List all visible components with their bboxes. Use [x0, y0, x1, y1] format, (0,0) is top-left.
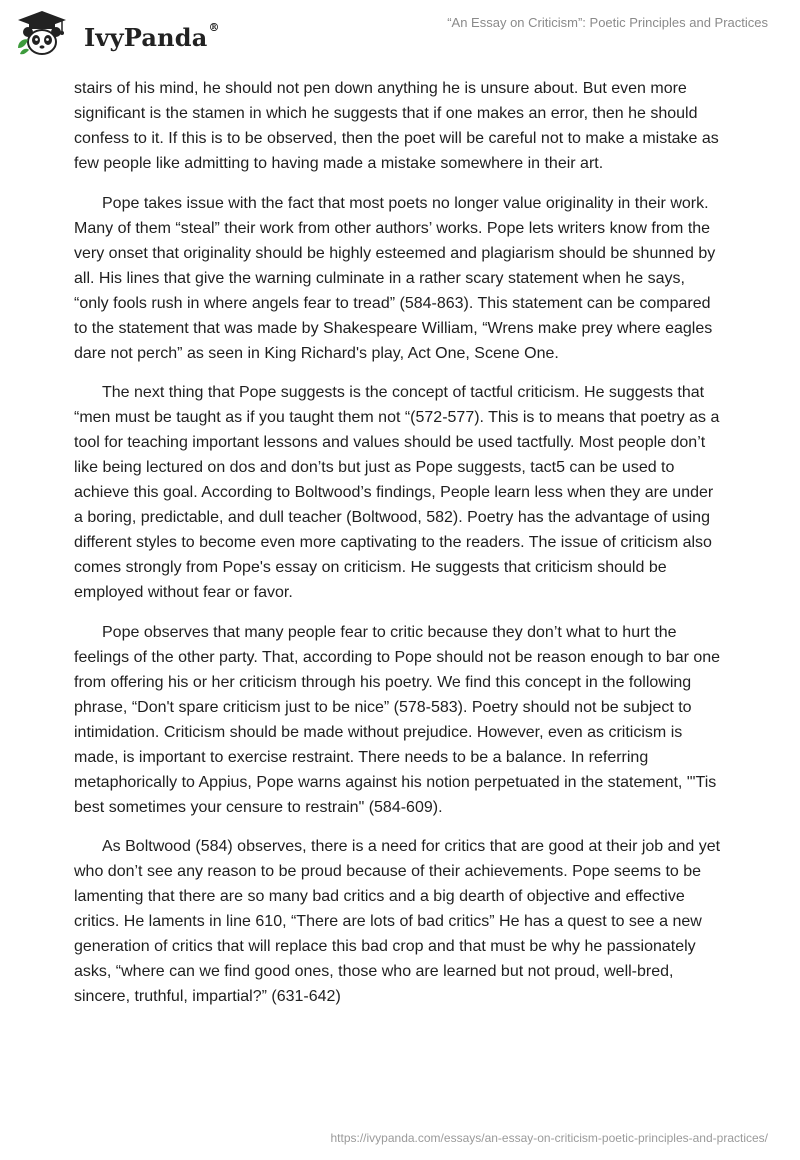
ivypanda-logo[interactable]	[14, 8, 220, 58]
paragraph: As Boltwood (584) observes, there is a need for critics that are good at their job and yet who don’t see any reason to be proud because of their achievements. Pope seems to be lamenting that there are so many bad critics and a big dearth of objective and effective critics. He laments in line 610, “There are lots of bad critics” He has a quest to see a new generation of critics that will replace this bad crop and that must be why he passionately asks, “where can we find good ones, those who are learned but not proud, well-bred, sincere, truthful, impartial?” (631-642)	[74, 838, 721, 1005]
paragraph: Pope observes that many people fear to critic because they don’t what to hurt the feelings of the other party. That, according to Pope should not be reason enough to bar one from offering his or her criticism through his poetry. We find this concept in the following phrase, “Don't spare criticism just to be nice” (578-583). Poetry should not be subject to intimidation. Criticism should be made without prejudice. However, even as criticism is made, is important to exercise restraint. There needs to be a balance. In referring metaphorically to Appius, Pope warns against his notion perpetuated in the statement, "'Tis best sometimes your censure to restrain" (584-609).	[74, 623, 721, 816]
panda-graduate-icon	[14, 8, 70, 58]
page-header	[0, 0, 800, 70]
paragraph: stairs of his mind, he should not pen down anything he is unsure about. But even more significant is the stamen in which he suggests that if one makes an error, then he should confess to it. If this is to be observed, then the poet will be careful not to make a mistake as few people like admitting to having made a mistake somewhere in their art.	[74, 80, 719, 172]
paragraph: The next thing that Pope suggests is the concept of tactful criticism. He suggests that “men must be taught as if you taught them not “(572-577). This is to means that poetry as a tool for teaching important lessons and values should be used tactfully. Most people don’t like being lectured on dos and don’ts but just as Pope suggests, tact5 can be used to achieve this goal. According to Boltwood’s findings, People learn less when they are under a boring, predictable, and dull teacher (Boltwood, 582). Poetry has the advantage of using different styles to become even more captivating to the readers. The issue of criticism also comes strongly from Pope's essay on criticism. He suggests that criticism should be employed without fear or favor.	[74, 384, 720, 601]
paragraph: Pope takes issue with the fact that most poets no longer value originality in their work. Many of them “steal” their work from other authors’ works. Pope lets writers know from the very onset that originality should be highly esteemed and plagiarism should be shunned by all. His lines that give the warning culminate in a rather scary statement when he says, “only fools rush in where angels fear to tread” (584-863). This statement can be compared to the statement that was made by Shakespeare William, “Wrens make prey where eagles dare not perch” as seen in King Richard's play, Act One, Scene One.	[74, 194, 716, 362]
essay-body	[74, 76, 724, 1024]
brand-name: IvyPanda®	[84, 21, 220, 52]
source-url[interactable]: https://ivypanda.com/essays/an-essay-on-criticism-poetic-principles-and-practices/	[330, 1131, 768, 1145]
document-title: “An Essay on Criticism”: Poetic Principles and Practices	[447, 15, 768, 30]
